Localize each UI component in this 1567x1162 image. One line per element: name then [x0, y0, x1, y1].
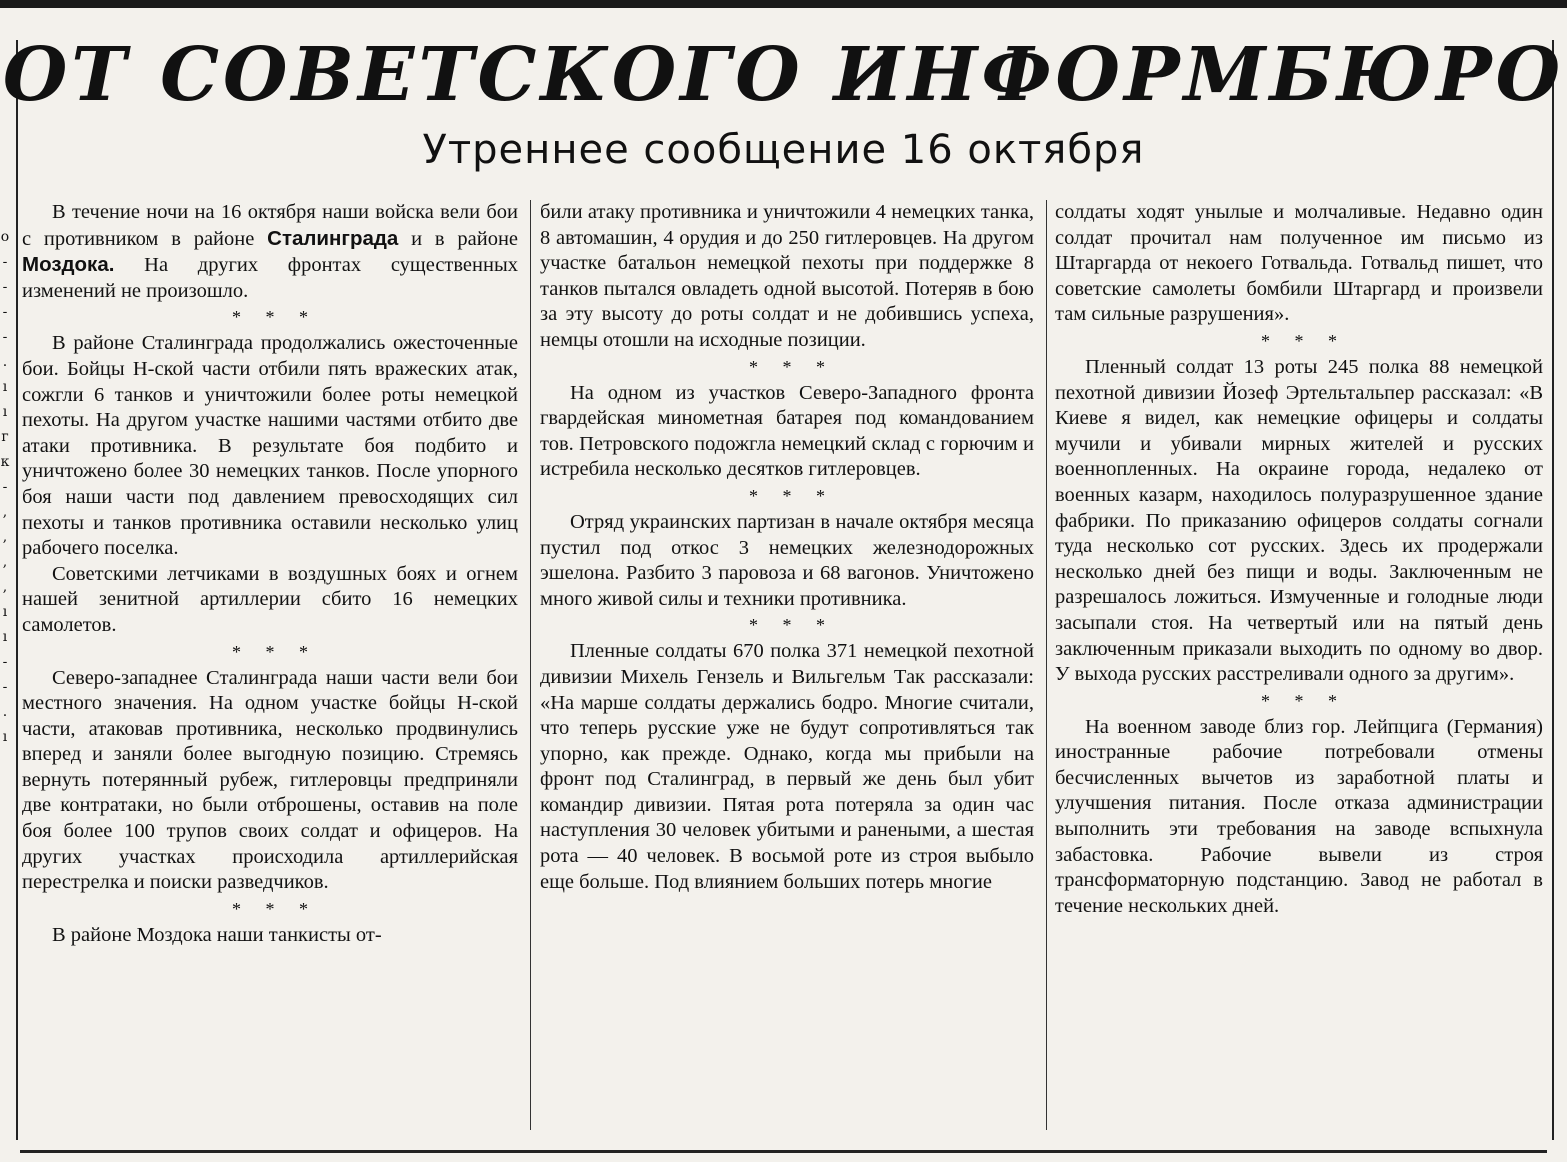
place-name: Сталинграда	[267, 226, 399, 250]
paragraph: Пленный солдат 13 роты 245 полка 88 немецкой пехотной дивизии Йозеф Эртельтальпер рассказал: «В Киеве я видел, как немецкие офицеры и солдаты мучили и убивали мирных жителей и русских военнопленных. На окраине города, недалеко от военных казарм, находилось полуразрушенное здание фабрики. По приказанию офицеров солдаты согнали туда несколько сот русских. Здесь их продержали несколько дней без пищи и воды. Заключенным не разрешалось ложиться. Измученные и голодные люди засыпали стоя. На четвертый или на пятый день заключенным приказали выходить по одному во двор. У выхода русских расстреливали одного за другим».	[1055, 355, 1543, 686]
paragraph: В районе Моздока наши танкисты от-	[52, 923, 382, 946]
article-column-3	[1055, 200, 1543, 1135]
section-separator: * * *	[749, 615, 835, 636]
section-separator: * * *	[232, 898, 318, 919]
section-separator: * * *	[232, 307, 318, 328]
section-separator: * * *	[749, 485, 835, 506]
page-title: ОТ СОВЕТСКОГО ИНФОРМБЮРО	[2, 32, 1565, 118]
paragraph: В районе Сталинграда продолжались ожесточенные бои. Бойцы Н-ской части отбили пять вражеских атак, сожгли 6 танков и уничтожили более роты немецкой пехоты. На другом участке нашими частями отбито две атаки противника. В результате боя подбито и уничтожено более 30 немецких танков. После упорного боя наши части под давлением превосходящих сил пехоты и танков противника оставили несколько улиц рабочего поселка.	[22, 332, 518, 560]
cropped-edge-letters: о - - - - . ı ı г к - , , , , ı ı - - . ı	[0, 229, 10, 745]
paragraph: Северо-западнее Сталинграда наши части вели бои местного значения. На одном участке бойцы Н-ской части, атаковав противника, несколько продвинулись вперед и заняли более выгодную позицию. Стремясь вернуть потерянный рубеж, гитлеровцы предприняли две контратаки, но были отброшены, оставив на поле боя более 100 трупов своих солдат и офицеров. На других участках происходила артиллерийская перестрелка и поиски разведчиков.	[22, 666, 518, 894]
top-rule	[0, 0, 1567, 8]
paragraph: били атаку противника и уничтожили 4 немецких танка, 8 автомашин, 4 орудия и до 250 гитлеровцев. На другом участке батальон немецкой пехоты при поддержке 8 танков пытался овладеть одной высотой. Потеряв в бою за эту высоту до роты солдат и не добившись успеха, немцы отошли на исходные позиции.	[540, 201, 1034, 351]
section-separator: * * *	[749, 356, 835, 377]
paragraph: Советскими летчиками в воздушных боях и огнем нашей зенитной артиллерии сбито 16 немецких самолетов.	[22, 562, 518, 636]
page-subtitle: Утреннее сообщение 16 октября	[422, 127, 1145, 173]
paragraph-text: и в районе	[411, 227, 518, 250]
paragraph: Отряд украинских партизан в начале октября месяца пустил под откос 3 немецких железнодорожных эшелона. Разбито 3 паровоза и 68 вагонов. Уничтожено много живой силы и техники противника.	[540, 510, 1034, 610]
paragraph: На одном из участков Северо-Западного фронта гвардейская минометная батарея под командованием тов. Петровского подожгла немецкий склад с горючим и истребила несколько десятков гитлеровцев.	[540, 381, 1034, 481]
paragraph-text: На других фронтах существенных изменений не произошло.	[22, 254, 518, 302]
article-column-1	[22, 200, 518, 1135]
paragraph: солдаты ходят унылые и молчаливые. Недавно один солдат прочитал нам полученное им письмо из Штаргарда от некоего Готвальда. Готвальд пишет, что советские самолеты бомбили Штаргард и произвели там сильные разрушения».	[1055, 201, 1543, 326]
paragraph: Пленные солдаты 670 полка 371 немецкой пехотной дивизии Михель Гензель и Вильгельм Так рассказали: «На марше солдаты держались бодро. Многие считали, что теперь русские уже не будут сопротивляться так упорно, как прежде. Однако, когда мы прибыли на фронт под Сталинград, в первый же день был убит командир дивизии. Пятая рота потеряла за один час наступления 30 человек убитыми и ранеными, а шестая рота — 40 человек. В восьмой роте из строя выбыло еще больше. Под влиянием больших потерь многие	[540, 640, 1034, 893]
column-divider	[1046, 200, 1047, 1130]
column-divider	[530, 200, 531, 1130]
article-column-2	[540, 200, 1034, 1135]
left-margin-rule	[16, 40, 18, 1140]
section-separator: * * *	[1261, 330, 1347, 351]
bottom-rule	[20, 1150, 1547, 1153]
place-name: Моздока.	[22, 253, 115, 277]
paragraph-text: В течение ночи на 16 октября наши войска вели бои с противником в районе	[22, 201, 518, 250]
section-separator: * * *	[232, 641, 318, 662]
paragraph	[22, 200, 518, 304]
paragraph: На военном заводе близ гор. Лейпцига (Германия) иностранные рабочие потребовали отмены бесчисленных вычетов из заработной платы и улучшения питания. После отказа администрации выполнить эти требования на заводе вспыхнула забастовка. Рабочие вывели из строя трансформаторную подстанцию. Завод не работал в течение нескольких дней.	[1055, 715, 1543, 917]
right-margin-rule	[1552, 40, 1554, 1140]
section-separator: * * *	[1261, 690, 1347, 711]
